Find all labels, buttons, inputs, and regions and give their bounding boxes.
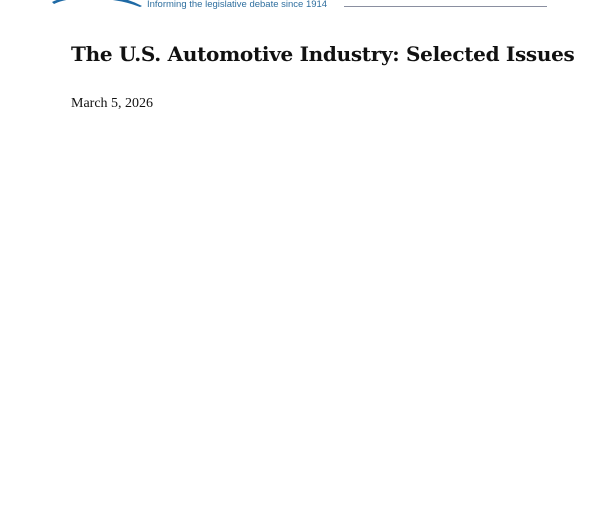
document-title: The U.S. Automotive Industry: Selected Issues: [71, 42, 575, 66]
header-tagline: Informing the legislative debate since 1914: [147, 0, 328, 10]
header-rule: [344, 6, 547, 7]
document-date: March 5, 2026: [71, 96, 154, 111]
crs-logo-swoosh-icon: [52, 0, 144, 8]
